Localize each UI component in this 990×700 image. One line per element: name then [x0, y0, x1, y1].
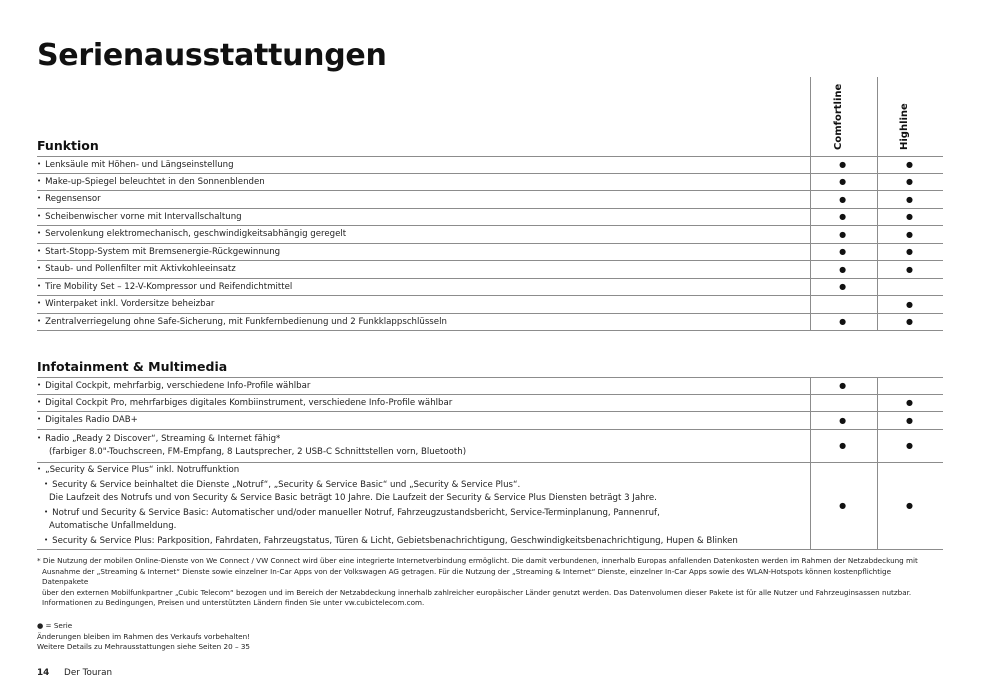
footer-model: Der Touran [64, 668, 113, 678]
row-text: • Tire Mobility Set – 12-V-Kompressor und Reifendichtmittel [37, 280, 809, 295]
legend [37, 621, 250, 653]
mark-highline: ● [906, 317, 914, 326]
footnote-line: * Die Nutzung der mobilen Online-Dienste von We Connect / VW Connect wird über eine integrierte Internetverbindung ermöglicht. Die damit verbundenen, innerhalb Europas anfallenden Datenkosten werden im Rahmen der Netzabdeckung mit [37, 556, 918, 565]
row-text [37, 463, 809, 548]
mark-comfortline: ● [839, 500, 847, 510]
mark-comfortline: ● [839, 247, 847, 256]
footnote-line: über den externen Mobilfunkpartner „Cubic Telecom“ bezogen und im Bereich der Netzabdeckung innerhalb zahlreicher europäischer Länder genutzt werden. Das Datenvolumen dieser Pakete ist für alle Nutzer und Fahrzeuginsassen nutzbar. [42, 587, 912, 597]
column-divider [810, 395, 811, 412]
table-row [37, 191, 943, 209]
row-text: • Scheibenwischer vorne mit Intervallschaltung [37, 210, 809, 225]
mark-comfortline: ● [839, 381, 847, 390]
mark-highline: ● [906, 264, 914, 274]
row-text: • Digitales Radio DAB+ [37, 413, 809, 428]
radio-line-2: (farbiger 8.0"-Touchscreen, FM-Empfang, 8 Lautsprecher, 2 USB-C Schnittstellen vorn, Bluetooth) [49, 447, 467, 457]
mark-highline: ● [906, 247, 914, 256]
table-row-radio [37, 430, 943, 463]
mark-highline: ● [906, 229, 914, 239]
table-row-security [37, 463, 943, 550]
column-divider [877, 412, 878, 429]
column-divider [810, 261, 811, 278]
table-row [37, 412, 943, 430]
row-text: • Staub- und Pollenfilter mit Aktivkohleeinsatz [37, 262, 809, 277]
funktion-table [37, 156, 943, 331]
column-divider [877, 463, 878, 549]
mark-highline: ● [906, 212, 914, 221]
column-header-highline [900, 80, 920, 150]
table-row [37, 296, 943, 314]
column-divider [877, 209, 878, 226]
column-divider [810, 463, 811, 549]
mark-highline: ● [906, 440, 914, 450]
column-divider [877, 261, 878, 278]
mark-comfortline: ● [839, 317, 847, 326]
table-row [37, 156, 943, 174]
column-divider [877, 279, 878, 296]
column-divider [877, 226, 878, 243]
page-number: 14 [37, 668, 50, 678]
row-text: • Make-up-Spiegel beleuchtet in den Sonnenblenden [37, 175, 809, 190]
column-divider [810, 296, 811, 313]
table-row [37, 209, 943, 227]
mark-highline: ● [906, 415, 914, 425]
row-text: • Start-Stopp-System mit Bremsenergie-Rückgewinnung [37, 245, 809, 260]
column-label-highline: Highline [899, 103, 910, 150]
table-row [37, 279, 943, 297]
column-divider [877, 378, 878, 394]
row-text: • Regensensor [37, 192, 809, 207]
mark-comfortline: ● [839, 229, 847, 239]
mark-comfortline: ● [839, 264, 847, 274]
security-sub-2a: • Notruf und Security & Service Basic: Automatischer und/oder manueller Notruf, Fahrzeugzustandsbericht, Service-Terminplanung, Pannenruf, [37, 506, 809, 521]
page-footer [37, 668, 112, 678]
row-text [37, 432, 809, 460]
column-divider [877, 77, 878, 156]
footnote-line: Informationen zu Bedingungen, Preisen und unterstützten Ländern finden Sie unter vw.cubictelecom.com. [42, 598, 425, 607]
column-divider [877, 430, 878, 462]
column-divider [810, 412, 811, 429]
table-row [37, 314, 943, 332]
footnote-line: Ausnahme der „Streaming & Internet“ Dienste sowie einzelner In-Car Apps von der Volkswagen AG getragen. Für die Nutzung der „Streaming & Internet“ Dienste, einzelner In-Car Apps sowie des WLAN-Hotspots können kostenpflichtige Datenpakete [42, 566, 892, 586]
column-divider [877, 395, 878, 412]
column-divider [877, 244, 878, 261]
column-divider [877, 174, 878, 191]
infotainment-table [37, 377, 943, 550]
legend-serie: ● = Serie [37, 621, 73, 630]
column-divider [810, 378, 811, 394]
column-divider [877, 296, 878, 313]
column-divider [810, 77, 811, 156]
column-divider [810, 279, 811, 296]
row-text: • Winterpaket inkl. Vordersitze beheizbar [37, 297, 809, 312]
row-text: • Servolenkung elektromechanisch, geschwindigkeitsabhängig geregelt [37, 227, 809, 242]
column-divider [877, 314, 878, 331]
column-divider [810, 314, 811, 331]
security-sub-3: • Security & Service Plus: Parkposition, Fahrdaten, Fahrzeugstatus, Türen & Licht, Gebietsbenachrichtigung, Geschwindigkeitsbenachrichtigung, Hupen & Blinken [37, 534, 809, 549]
mark-comfortline: ● [839, 160, 847, 169]
row-text: • Digital Cockpit, mehrfarbig, verschiedene Info-Profile wählbar [37, 379, 809, 394]
security-line-1: • „Security & Service Plus“ inkl. Notruffunktion [37, 463, 809, 478]
table-row [37, 226, 943, 244]
page-title: Serienausstattungen [37, 38, 387, 73]
mark-comfortline: ● [839, 194, 847, 204]
legend-details: Weitere Details zu Mehrausstattungen siehe Seiten 20 – 35 [37, 642, 250, 651]
table-row [37, 395, 943, 413]
section-heading-funktion: Funktion [37, 138, 99, 153]
security-sub-2b: Automatische Unfallmeldung. [49, 521, 177, 531]
security-sub-1b: Die Laufzeit des Notrufs und von Security & Service Basic beträgt 10 Jahre. Die Laufzeit der Security & Service Plus Diensten beträgt 3 Jahre. [49, 493, 657, 503]
column-divider [810, 174, 811, 191]
mark-highline: ● [906, 177, 914, 186]
mark-highline: ● [906, 398, 914, 407]
section-heading-infotainment: Infotainment & Multimedia [37, 359, 228, 374]
legend-changes: Änderungen bleiben im Rahmen des Verkaufs vorbehalten! [37, 631, 251, 641]
row-text: • Zentralverriegelung ohne Safe-Sicherung, mit Funkfernbedienung und 2 Funkklappschlüsseln [37, 315, 809, 330]
mark-comfortline: ● [839, 440, 847, 450]
column-divider [810, 244, 811, 261]
column-divider [877, 191, 878, 208]
column-divider [810, 209, 811, 226]
column-divider [810, 430, 811, 462]
mark-comfortline: ● [839, 415, 847, 425]
column-label-comfortline: Comfortline [833, 83, 844, 150]
column-divider [810, 157, 811, 173]
table-row [37, 261, 943, 279]
mark-highline: ● [906, 500, 914, 510]
row-text: • Lenksäule mit Höhen- und Längseinstellung [37, 158, 809, 173]
mark-highline: ● [906, 194, 914, 204]
table-row [37, 377, 943, 395]
mark-comfortline: ● [839, 212, 847, 221]
table-row [37, 174, 943, 192]
mark-highline: ● [906, 299, 914, 309]
security-sub-1a: • Security & Service beinhaltet die Dienste „Notruf“, „Security & Service Basic“ und „Security & Service Plus“. [37, 478, 809, 493]
column-divider [877, 157, 878, 173]
radio-line-1: • Radio „Ready 2 Discover“, Streaming & Internet fähig* [37, 432, 809, 447]
mark-highline: ● [906, 160, 914, 169]
column-header-comfortline [834, 80, 854, 150]
table-row [37, 244, 943, 262]
footnote [37, 556, 937, 609]
row-text: • Digital Cockpit Pro, mehrfarbiges digitales Kombiinstrument, verschiedene Info-Profile wählbar [37, 396, 809, 411]
mark-comfortline: ● [839, 282, 847, 291]
mark-comfortline: ● [839, 177, 847, 186]
column-divider [810, 191, 811, 208]
column-divider [810, 226, 811, 243]
